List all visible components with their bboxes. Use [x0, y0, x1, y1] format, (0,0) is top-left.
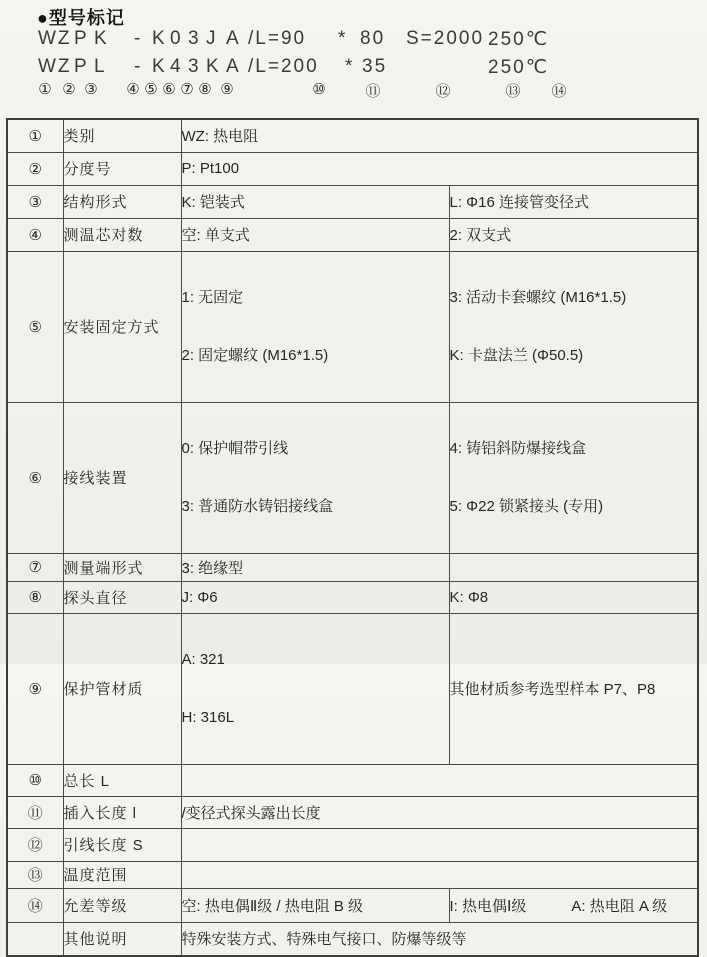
row-value-cell — [449, 251, 698, 402]
model-code-token: 250℃ — [488, 57, 550, 78]
section-title: ●型号标记 — [37, 8, 125, 28]
row-label-cell: 温度范围 — [63, 861, 181, 888]
model-code-token: 3 — [188, 56, 201, 77]
marker-circled-number: ⑪ — [365, 83, 381, 100]
value-line: 4: 铸铝斜防爆接线盒 — [449, 439, 587, 457]
marker-circled-number: ⑦ — [180, 81, 194, 98]
value-line: 3: 普通防水铸铝接线盒 — [181, 497, 334, 515]
row-label-cell: 引线长度 S — [63, 828, 181, 861]
table-row — [7, 119, 698, 152]
model-code-token: * — [338, 28, 348, 49]
row-label-cell: 结构形式 — [63, 185, 181, 218]
table-row — [7, 613, 698, 764]
row-number-cell: ② — [7, 152, 63, 185]
table-row — [7, 861, 698, 888]
model-code-token: K — [152, 28, 167, 49]
model-code-token: P — [74, 28, 89, 49]
row-value-cell — [181, 402, 449, 553]
row-number-cell: ⑤ — [7, 251, 63, 402]
row-value-cell: WZ: 热电阻 — [181, 119, 698, 152]
model-code-token: /L=200 — [248, 56, 319, 77]
value-line: 3: 活动卡套螺纹 (M16*1.5) — [449, 288, 627, 306]
marker-circled-number: ① — [38, 81, 52, 98]
value-line: K: 卡盘法兰 (Φ50.5) — [449, 346, 584, 364]
model-code-area — [0, 28, 707, 120]
row-label-cell: 允差等级 — [63, 888, 181, 922]
model-code-token: * — [345, 56, 355, 77]
row-label-cell: 分度号 — [63, 152, 181, 185]
marker-circled-number: ⑭ — [551, 83, 567, 100]
marker-circled-number: ⑧ — [198, 81, 212, 98]
table-row — [7, 218, 698, 251]
table-row — [7, 251, 698, 402]
model-code-token: L — [94, 56, 107, 77]
model-code-token: WZ — [38, 28, 72, 49]
marker-circled-number: ③ — [84, 81, 98, 98]
row-value-cell — [449, 402, 698, 553]
value-line: A: 321 — [181, 650, 225, 668]
row-value-cell: P: Pt100 — [181, 152, 698, 185]
row-value-cell: /变径式探头露出长度 — [181, 796, 698, 828]
table-row — [7, 888, 698, 922]
row-label-cell: 探头直径 — [63, 581, 181, 613]
table-row — [7, 553, 698, 581]
table-row — [7, 796, 698, 828]
model-code-token: K — [206, 56, 221, 77]
row-label-cell: 保护管材质 — [63, 613, 181, 764]
row-value-cell: L: Φ16 连接管变径式 — [449, 185, 698, 218]
row-number-cell: ④ — [7, 218, 63, 251]
marker-circled-number: ② — [62, 81, 76, 98]
row-number-cell: ⑭ — [7, 888, 63, 922]
row-label-cell: 测量端形式 — [63, 553, 181, 581]
row-value-cell: 3: 绝缘型 — [181, 553, 449, 581]
row-number-cell: ⑫ — [7, 828, 63, 861]
row-number-cell: ⑩ — [7, 764, 63, 796]
model-code-token: J — [206, 28, 218, 49]
row-label-cell: 测温芯对数 — [63, 218, 181, 251]
row-value-cell: 空: 单支式 — [181, 218, 449, 251]
row-number-cell — [7, 922, 63, 956]
row-value-cell: K: 铠装式 — [181, 185, 449, 218]
model-code-token: 3 — [188, 28, 201, 49]
model-code-token: /L=90 — [248, 28, 307, 49]
table-row — [7, 185, 698, 218]
marker-circled-number: ⑤ — [144, 81, 158, 98]
model-code-token: 80 — [360, 28, 386, 49]
row-label-cell: 总长 L — [63, 764, 181, 796]
model-code-line-1 — [0, 28, 707, 54]
row-value-cell: 其他材质参考选型样本 P7、P8 — [449, 613, 698, 764]
row-value-cell — [449, 553, 698, 581]
value-line: 1: 无固定 — [181, 288, 244, 306]
row-value-cell: J: Φ6 — [181, 581, 449, 613]
row-value-cell: 2: 双支式 — [449, 218, 698, 251]
marker-circled-number: ⑨ — [220, 81, 234, 98]
model-code-token: A — [226, 28, 241, 49]
row-label-cell: 其他说明 — [63, 922, 181, 956]
value-line: 5: Φ22 锁紧接头 (专用) — [449, 497, 604, 515]
model-code-token: 35 — [362, 56, 388, 77]
row-value-cell: I: 热电偶Ⅰ级 A: 热电阻 A 级 — [449, 888, 698, 922]
row-value-cell — [181, 828, 698, 861]
value-line: H: 316L — [181, 708, 235, 726]
row-value-cell — [181, 861, 698, 888]
model-code-token: S=2000 — [406, 28, 485, 49]
marker-circled-number: ⑩ — [312, 81, 326, 98]
row-number-cell: ⑪ — [7, 796, 63, 828]
marker-circled-number: ④ — [126, 81, 140, 98]
row-number-cell: ⑧ — [7, 581, 63, 613]
model-code-token: - — [134, 56, 143, 77]
row-label-cell: 插入长度 l — [63, 796, 181, 828]
model-code-token: WZ — [38, 56, 72, 77]
model-code-token: 250℃ — [488, 29, 550, 50]
row-number-cell: ⑦ — [7, 553, 63, 581]
table-row — [7, 402, 698, 553]
model-code-token: K — [94, 28, 109, 49]
marker-circled-number: ⑬ — [505, 83, 521, 100]
value-line: 0: 保护帽带引线 — [181, 439, 289, 457]
row-value-cell: 空: 热电偶Ⅱ级 / 热电阻 B 级 — [181, 888, 449, 922]
table-row — [7, 922, 698, 956]
model-code-token: P — [74, 56, 89, 77]
marker-circled-number: ⑫ — [435, 83, 451, 100]
marker-row — [0, 80, 707, 102]
model-code-line-2 — [0, 56, 707, 82]
row-label-cell: 类别 — [63, 119, 181, 152]
row-number-cell: ① — [7, 119, 63, 152]
model-code-token: - — [134, 28, 143, 49]
row-number-cell: ⑬ — [7, 861, 63, 888]
table-row — [7, 764, 698, 796]
row-label-cell: 接线装置 — [63, 402, 181, 553]
row-value-cell — [181, 613, 449, 764]
row-value-cell — [181, 764, 698, 796]
row-value-cell — [181, 251, 449, 402]
row-number-cell: ③ — [7, 185, 63, 218]
model-code-token: 4 — [170, 56, 183, 77]
row-value-cell: K: Φ8 — [449, 581, 698, 613]
table-row — [7, 152, 698, 185]
row-value-cell: 特殊安装方式、特殊电气接口、防爆等级等 — [181, 922, 698, 956]
marker-circled-number: ⑥ — [162, 81, 176, 98]
table-row — [7, 828, 698, 861]
model-code-token: K — [152, 56, 167, 77]
model-code-token: A — [226, 56, 241, 77]
row-number-cell: ⑥ — [7, 402, 63, 553]
spec-table — [6, 118, 699, 957]
row-label-cell: 安装固定方式 — [63, 251, 181, 402]
model-code-token: 0 — [170, 28, 183, 49]
value-line: 2: 固定螺纹 (M16*1.5) — [181, 346, 329, 364]
table-row — [7, 581, 698, 613]
row-number-cell: ⑨ — [7, 613, 63, 764]
